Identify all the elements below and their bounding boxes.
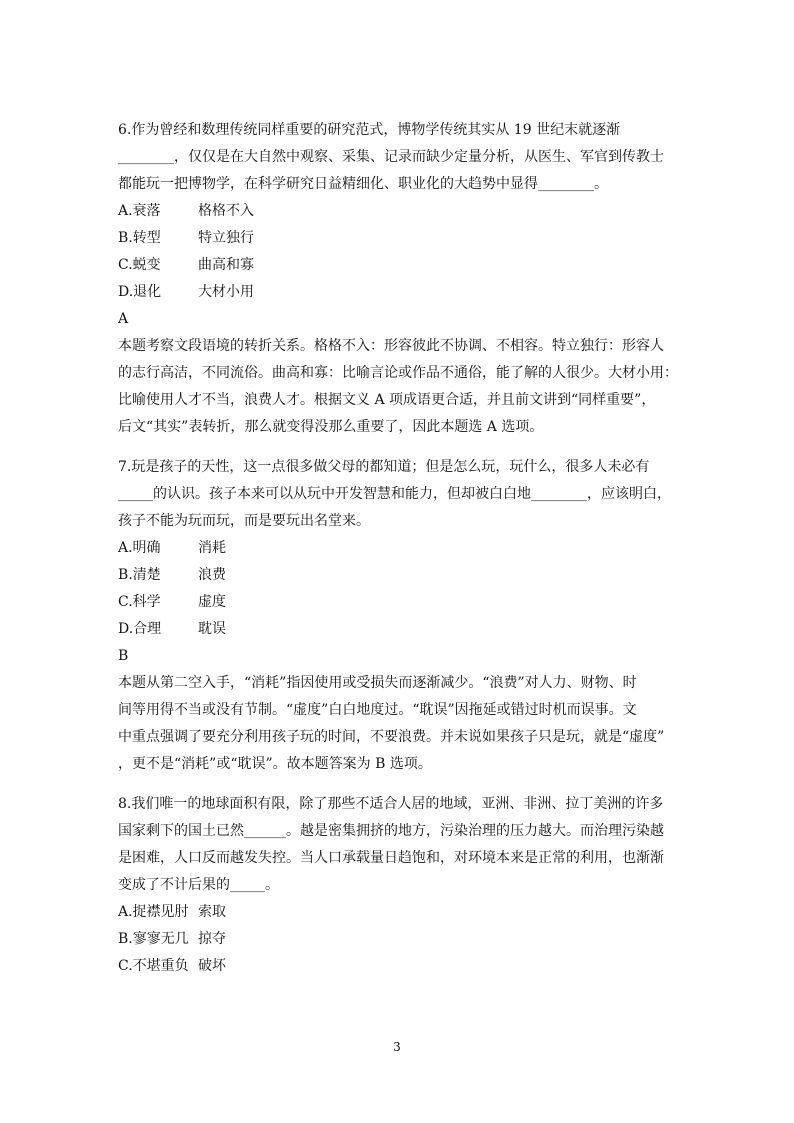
answer-option bbox=[118, 279, 678, 306]
answer-option bbox=[118, 252, 678, 279]
option-word: 曲高和寡 bbox=[198, 257, 254, 273]
question-stem-line: ________，仅仅是在大自然中观察、采集、记录而缺少定量分析，从医生、军官到传教士 bbox=[118, 149, 664, 165]
question-stem-line: 7.玩是孩子的天性，这一点很多做父母的都知道；但是怎么玩，玩什么，很多人未必有 bbox=[118, 459, 650, 475]
explanation-line: 中重点强调了要充分利用孩子玩的时间，不要浪费。并未说如果孩子只是玩，就是“虚度” bbox=[118, 729, 665, 745]
question-stem-line: 孩子不能为玩而玩，而是要玩出名堂来。 bbox=[118, 513, 370, 529]
option-label: A.衰落 bbox=[118, 203, 161, 219]
option-word: 格格不入 bbox=[198, 203, 254, 219]
option-word: 消耗 bbox=[198, 540, 226, 556]
answer-option bbox=[118, 535, 678, 562]
explanation-line: 比喻使用人才不当，浪费人才。根据文义 A 项成语更合适，并且前文讲到“同样重要”， bbox=[118, 392, 656, 408]
question-stem-line: 都能玩一把博物学，在科学研究日益精细化、职业化的大趋势中显得________。 bbox=[118, 176, 608, 192]
question-stem-line: 6.作为曾经和数理传统同样重要的研究范式，博物学传统其实从 19 世纪末就逐渐 bbox=[118, 122, 621, 138]
question-block bbox=[118, 454, 678, 778]
option-word: 特立独行 bbox=[198, 230, 254, 246]
question-block bbox=[118, 117, 678, 441]
option-label: A.捉襟见肘 bbox=[118, 904, 189, 920]
answer-option bbox=[118, 616, 678, 643]
question-block bbox=[118, 791, 678, 980]
option-word: 虚度 bbox=[198, 594, 226, 610]
option-word: 索取 bbox=[198, 904, 226, 920]
option-label: B.清楚 bbox=[118, 567, 161, 583]
explanation-line: 本题从第二空入手，“消耗”指因使用或受损失而逐渐减少。“浪费”对人力、财物、时 bbox=[118, 675, 637, 691]
answer-option bbox=[118, 198, 678, 225]
option-word: 掠夺 bbox=[198, 931, 226, 947]
option-word: 大材小用 bbox=[198, 284, 254, 300]
answer-option bbox=[118, 589, 678, 616]
answer-option bbox=[118, 953, 678, 980]
explanation-line: 后文“其实”表转折，那么就变得没那么重要了，因此本题选 A 选项。 bbox=[118, 419, 544, 435]
option-label: D.退化 bbox=[118, 284, 162, 300]
option-label: C.蜕变 bbox=[118, 257, 161, 273]
explanation-line: 的志行高洁，不同流俗。曲高和寡：比喻言论或作品不通俗，能了解的人很少。大材小用： bbox=[118, 365, 678, 381]
option-label: B.寥寥无几 bbox=[118, 931, 189, 947]
answer-option bbox=[118, 926, 678, 953]
question-stem-line: 8.我们唯一的地球面积有限，除了那些不适合人居的地域，亚洲、非洲、拉丁美洲的许多 bbox=[118, 796, 664, 812]
answer-option bbox=[118, 899, 678, 926]
option-word: 破坏 bbox=[198, 958, 226, 974]
page-content bbox=[118, 117, 678, 980]
answer-key: A bbox=[118, 311, 129, 327]
page-number: 3 bbox=[393, 1040, 401, 1054]
option-word: 浪费 bbox=[198, 567, 226, 583]
option-label: A.明确 bbox=[118, 540, 161, 556]
option-word: 耽误 bbox=[198, 621, 226, 637]
question-stem-line: 是困难，人口反而越发失控。当人口承载量日趋饱和，对环境本来是正常的利用，也渐渐 bbox=[118, 850, 664, 866]
question-stem-line: 变成了不计后果的_____。 bbox=[118, 877, 279, 893]
option-label: D.合理 bbox=[118, 621, 162, 637]
explanation-line: 间等用得不当或没有节制。“虚度”白白地度过。“耽误”因拖延或错过时机而误事。文 bbox=[118, 702, 637, 718]
question-stem-line: 国家剩下的国土已然______。越是密集拥挤的地方，污染治理的压力越大。而治理污染越 bbox=[118, 823, 664, 839]
option-label: C.科学 bbox=[118, 594, 161, 610]
explanation-line: 本题考察文段语境的转折关系。格格不入：形容彼此不协调、不相容。特立独行：形容人 bbox=[118, 338, 664, 354]
explanation-line: ，更不是“消耗”或“耽误”。故本题答案为 B 选项。 bbox=[118, 756, 432, 772]
answer-option bbox=[118, 225, 678, 252]
answer-key: B bbox=[118, 648, 129, 664]
answer-option bbox=[118, 562, 678, 589]
option-label: B.转型 bbox=[118, 230, 161, 246]
option-label: C.不堪重负 bbox=[118, 958, 189, 974]
question-stem-line: _____的认识。孩子本来可以从玩中开发智慧和能力，但却被白白地________，应该明白， bbox=[118, 486, 671, 502]
